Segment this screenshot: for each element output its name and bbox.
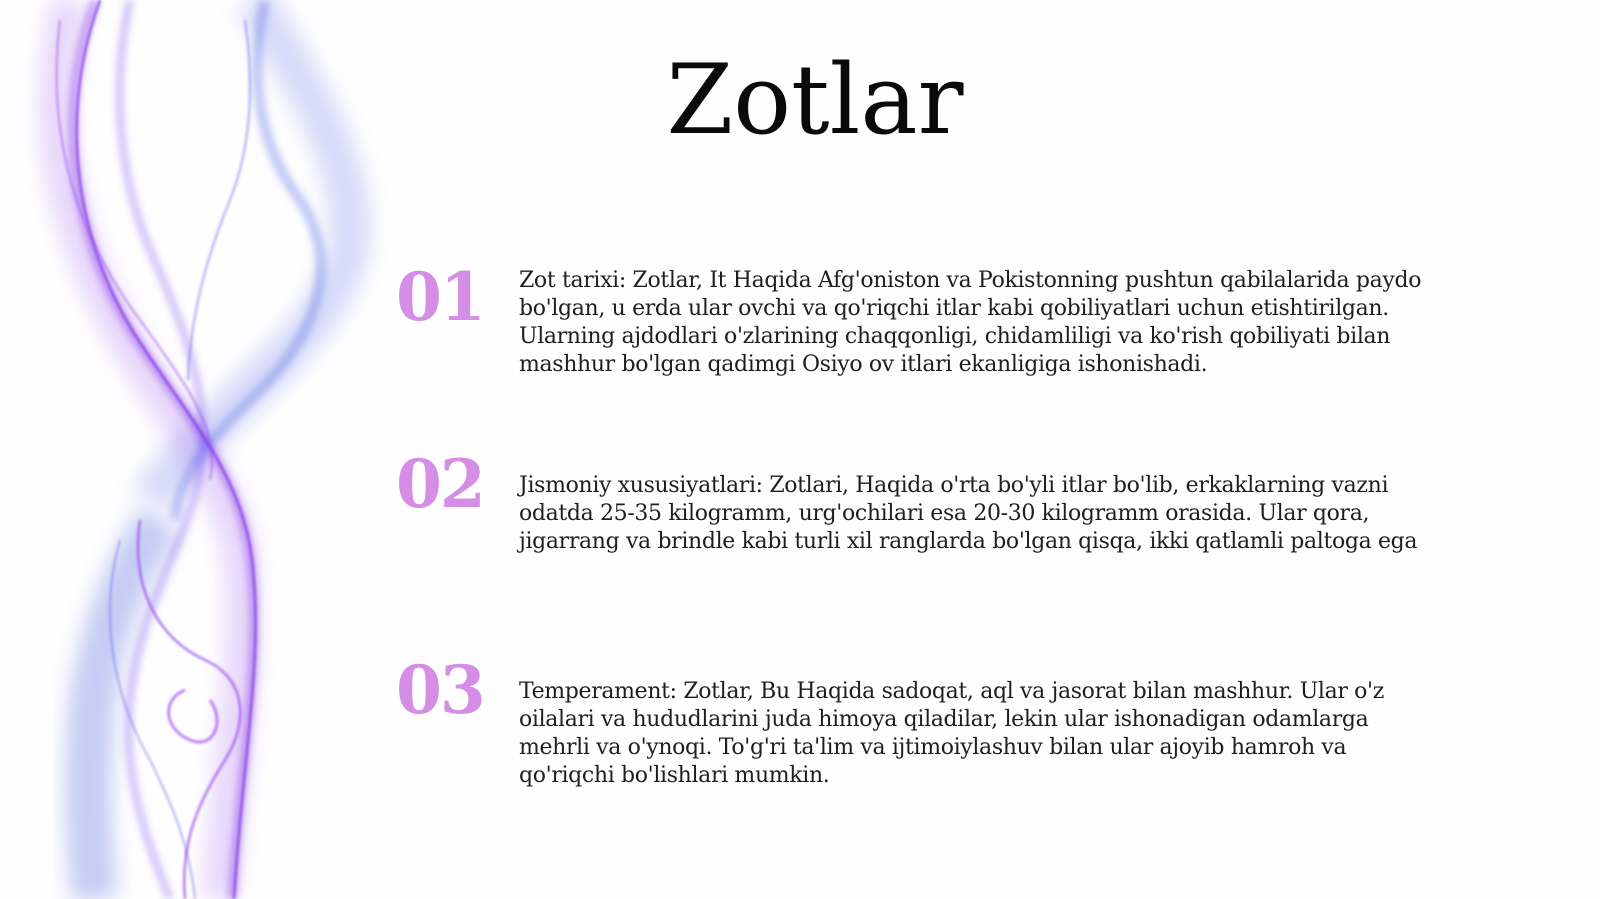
- item-text-02: Jismoniy xususiyatlari: Zotlari, Haqida o'rta bo'yli itlar bo'lib, erkaklarning vazni odatda 25-35 kilogramm, urg'ochilari esa 20-30 kilogramm orasida. Ular qora, jigarrang va brindle kabi turli xil ranglarda bo'lgan qisqa, ikki qatlamli paltoga ega: [519, 473, 1418, 554]
- item-number-02: 02: [396, 445, 484, 523]
- item-number-03: 03: [396, 651, 484, 729]
- item-text-03: Temperament: Zotlar, Bu Haqida sadoqat, aql va jasorat bilan mashhur. Ular o'z oilalari va hududlarini juda himoya qiladilar, lekin ular ishonadigan odamlarga mehrli va o'ynoqi. To'g'ri ta'lim va ijtimoiylashuv bilan ular ajoyib hamroh va qo'riqchi bo'lishlari mumkin.: [519, 679, 1384, 788]
- slide-title: Zotlar: [666, 44, 964, 156]
- item-text-01: Zot tarixi: Zotlar, It Haqida Afg'oniston va Pokistonning pushtun qabilalarida paydo bo'lgan, u erda ular ovchi va qo'riqchi itlar kabi qobiliyatlari uchun etishtirilgan. Ularning ajdodlari o'zlarining chaqqonligi, chidamliligi va ko'rish qobiliyati bilan mashhur bo'lgan qadimgi Osiyo ov itlari ekanligiga ishonishadi.: [519, 268, 1422, 377]
- item-number-01: 01: [396, 258, 484, 336]
